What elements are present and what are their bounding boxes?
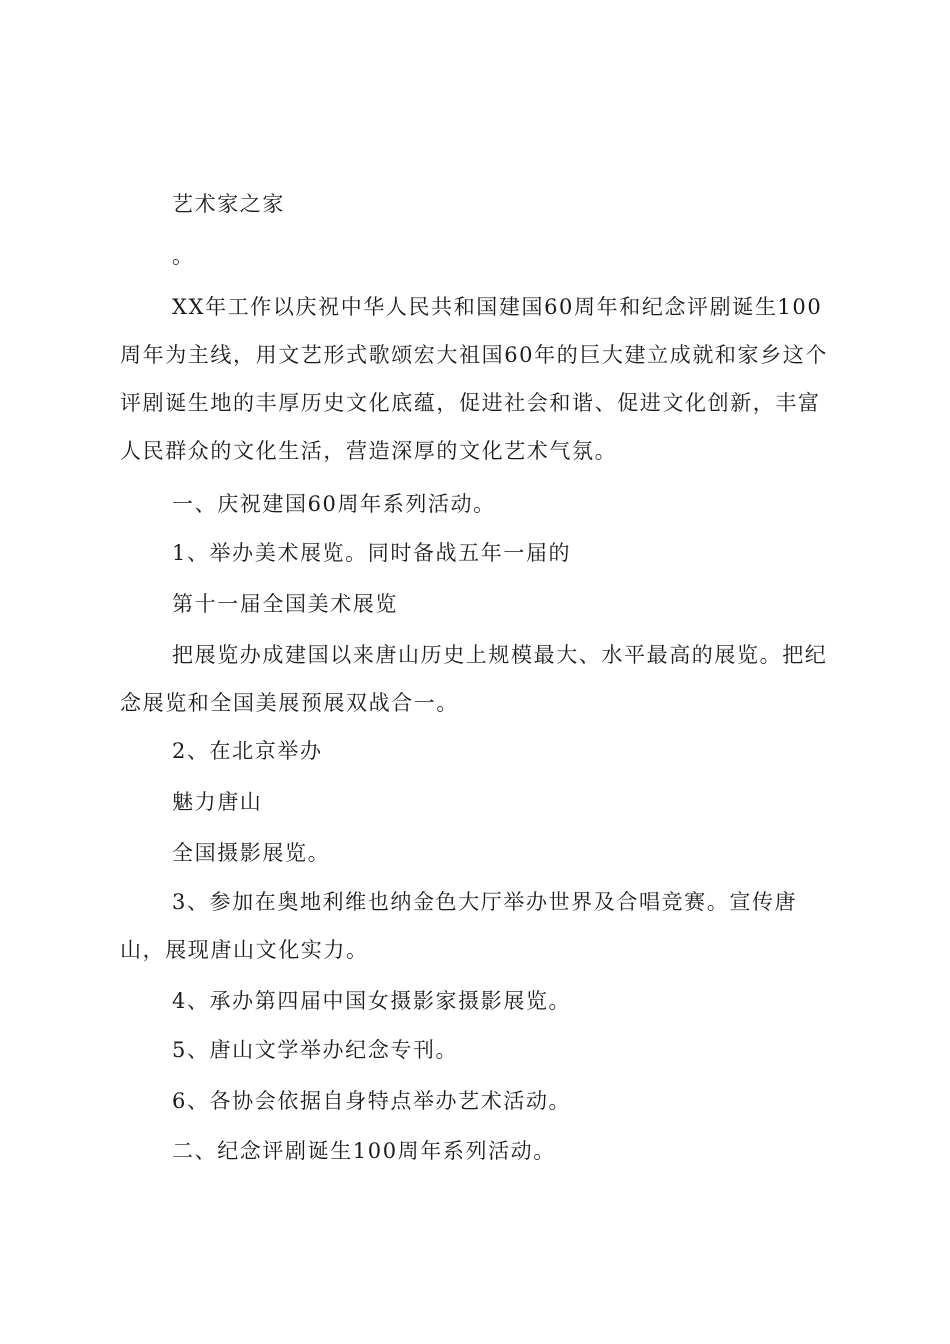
paragraph-intro: XX年工作以庆祝中华人民共和国建国60周年和纪念评剧诞生100周年为主线，用文艺形式歌颂宏大祖国60年的巨大建立成就和家乡这个评剧诞生地的丰厚历史文化底蕴，促进社会和谐、促进文化创新，丰富人民群众的文化生活，营造深厚的文化艺术气氛。: [120, 295, 828, 463]
section-heading-2: 二、纪念评剧诞生100周年系列活动。: [172, 1139, 556, 1163]
list-item-3: 3、参加在奥地利维也纳金色大厅举办世界及合唱竞赛。宣传唐山，展现唐山文化实力。: [120, 890, 798, 962]
paragraph-photo-exhibition: 全国摄影展览。: [172, 841, 331, 865]
paragraph-period: 。: [172, 244, 195, 268]
list-item-2: 2、在北京举办: [172, 739, 323, 763]
list-item-4: 4、承办第四届中国女摄影家摄影展览。: [172, 989, 572, 1013]
section-heading-1: 一、庆祝建国60周年系列活动。: [172, 492, 496, 516]
list-item-1: 1、举办美术展览。同时备战五年一届的: [172, 541, 572, 565]
paragraph-charm-tangshan: 魅力唐山: [172, 790, 263, 814]
paragraph-exhibition-title: 第十一届全国美术展览: [172, 592, 398, 616]
list-item-6: 6、各协会依据自身特点举办艺术活动。: [172, 1089, 572, 1113]
paragraph-exhibition-body: 把展览办成建国以来唐山历史上规模最大、水平最高的展览。把纪念展览和全国美展预展双战合一。: [120, 643, 828, 715]
list-item-5: 5、唐山文学举办纪念专刊。: [172, 1038, 459, 1062]
paragraph-title: 艺术家之家: [172, 192, 285, 216]
